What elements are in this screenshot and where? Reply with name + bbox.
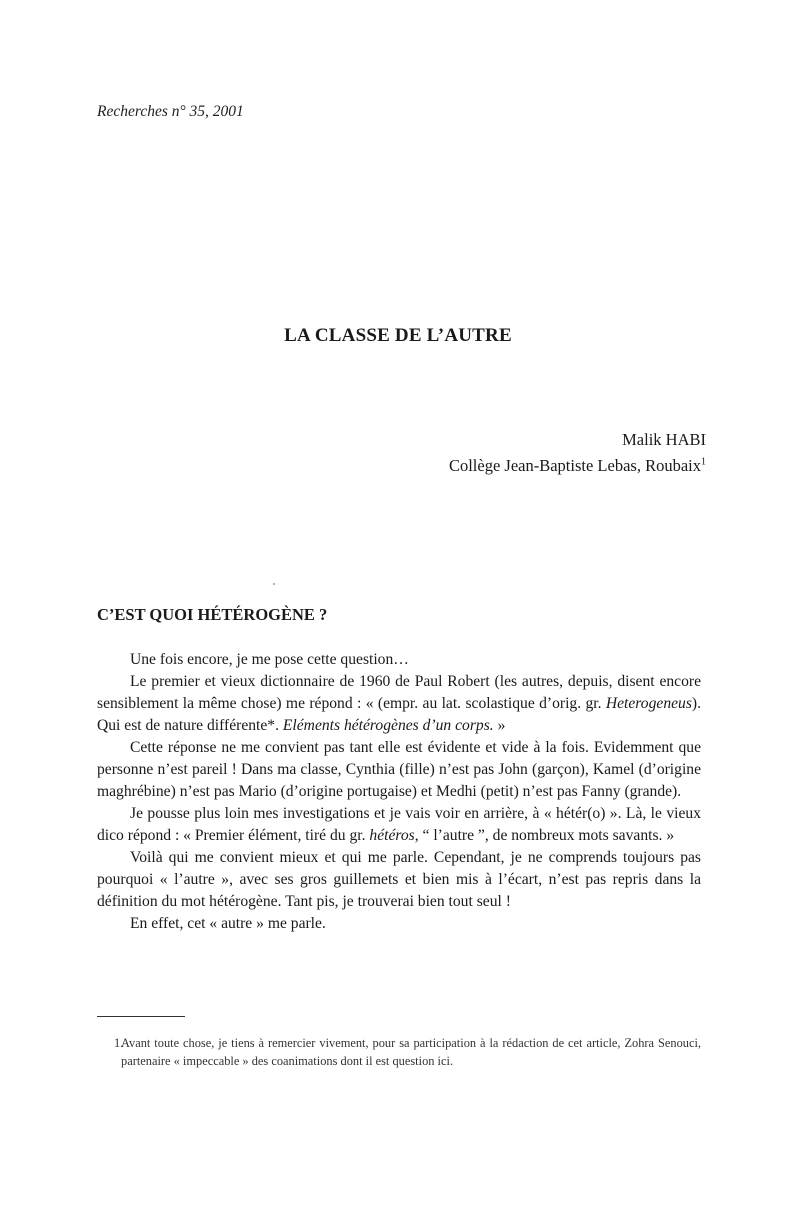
paragraph-5: Voilà qui me convient mieux et qui me parle. Cependant, je ne comprends toujours pas pourquoi « l’autre », avec ses gros guillemets et bien mis à l’écart, n’est pas repris dans la définition du mot hétérogène. Tant pis, je trouverai bien tout seul ! [97, 849, 701, 910]
p2-text-e: » [493, 717, 506, 734]
footnote [97, 1034, 701, 1070]
author-name: Malik HABI [622, 430, 706, 449]
p2-italic-term: Heterogeneus [605, 695, 692, 712]
author-block [449, 427, 706, 479]
p2-text-a: Le premier et vieux dictionnaire de 1960 de Paul Robert (les autres, depuis, disent encore sensiblement la même chose) me répond : « (empr. au lat. scolastique d’orig. gr. [97, 673, 701, 712]
article-title: LA CLASSE DE L’AUTRE [284, 325, 512, 346]
p4-text-a: Je pousse plus loin mes investigations et je vais voir en arrière, à « hétér(o) ». Là, le vieux dico répond : « Premier élément, tiré du gr. [97, 805, 701, 844]
p2-text-c: ). Qui est de nature différente*. [97, 695, 701, 734]
paragraph-3: Cette réponse ne me convient pas tant elle est évidente et vide à la fois. Evidemment que personne n’est pareil ! Dans ma classe, Cynthia (fille) n’est pas John (garçon), Kamel (d’origine maghrébine) n’est pas Mario (d’origine portugaise) et Medhi (petit) n’est pas Fanny (grande). [97, 739, 701, 800]
running-header: Recherches n° 35, 2001 [97, 103, 244, 120]
p4-text-c: , “ l’autre ”, de nombreux mots savants. » [414, 827, 675, 844]
paragraph-6: En effet, cet « autre » me parle. [130, 915, 326, 932]
p4-italic-term: hétéros [369, 827, 415, 844]
footnote-text: Avant toute chose, je tiens à remercier vivement, pour sa participation à la rédaction de cet article, Zohra Senouci, partenaire « impeccable » des coanimations dont il est question ici. [121, 1036, 701, 1068]
p2-italic-example: Eléments hétérogènes d’un corps. [282, 717, 494, 734]
footnote-number: 1. [114, 1036, 124, 1050]
paragraph-1: Une fois encore, je me pose cette question… [130, 651, 409, 668]
paragraph-4 [97, 803, 701, 847]
article-body [97, 649, 701, 935]
author-affiliation [449, 453, 706, 479]
section-heading: C’EST QUOI HÉTÉROGÈNE ? [97, 605, 328, 624]
footnote-reference[interactable]: 1 [701, 456, 706, 468]
affiliation-text: Collège Jean-Baptiste Lebas, Roubaix [448, 456, 701, 475]
paragraph-2 [97, 671, 701, 737]
footnote-divider [97, 1016, 185, 1017]
scan-speck [273, 583, 275, 585]
